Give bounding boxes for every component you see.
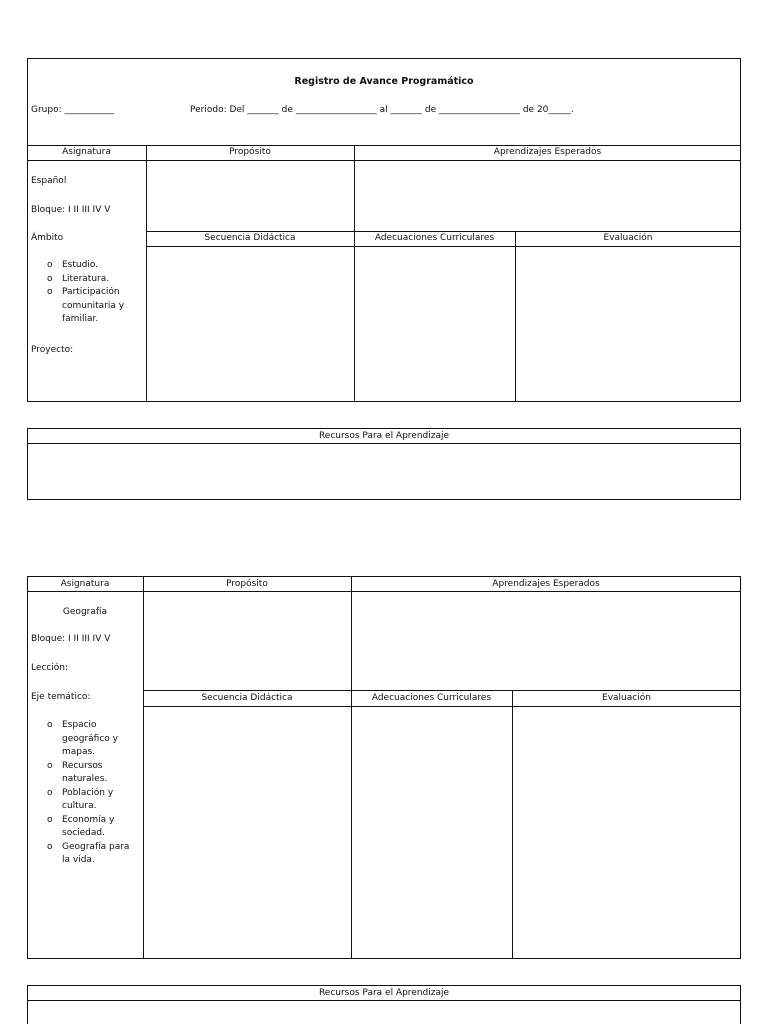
proyecto-label: Proyecto: [31,345,74,355]
grupo-field[interactable]: Grupo: ___________ [31,105,114,115]
list-item: o Estudio. [42,259,140,273]
header-aprendizajes: Aprendizajes Esperados [493,147,602,157]
list-item: o Geografía para la vida. [42,841,138,868]
bloque-label: Bloque: I II III IV V [31,205,111,215]
eje-label: Eje temático: [31,692,91,702]
subject-label: Español [31,176,67,186]
form2-header-bottom-line [27,591,741,592]
leccion-label: Lección: [31,663,69,673]
ambito-list [42,259,140,327]
form1-header-bottom-line [27,160,741,161]
list-item: o Participación comunitaria y familiar. [42,286,140,327]
list-item: o Economía y sociedad. [42,814,138,841]
header-asignatura: Asignatura [62,147,111,157]
header-adecuaciones: Adecuaciones Curriculares [374,233,495,243]
form2-sub-header-bottom-line [143,706,741,707]
form2-col-divider-2 [351,576,352,959]
header-asignatura: Asignatura [60,579,110,589]
header-aprendizajes: Aprendizajes Esperados [492,579,600,589]
form1-col-divider-3 [515,231,516,402]
header-adecuaciones: Adecuaciones Curriculares [371,693,492,703]
header-proposito: Propósito [229,147,271,157]
subject-label: Geografía [62,607,108,617]
page-title: Registro de Avance Programático [294,76,474,87]
header-evaluacion: Evaluación [603,233,653,243]
form1-col-divider-2 [354,145,355,402]
recursos-2-header: Recursos Para el Aprendizaje [318,988,450,998]
recursos-1-header-line [27,443,741,444]
recursos-1-header: Recursos Para el Aprendizaje [318,431,450,441]
form2-col-divider-3 [512,690,513,959]
recursos-2-header-line [27,1000,741,1001]
form2-col-divider-1 [143,576,144,959]
form1-sub-header-bottom-line [146,246,741,247]
list-item: o Literatura. [42,273,140,287]
ambito-label: Ámbito [31,233,64,243]
form1-col-divider-1 [146,145,147,402]
list-item: o Población y cultura. [42,787,138,814]
header-secuencia: Secuencia Didáctica [201,693,293,703]
list-item: o Recursos naturales. [42,760,138,787]
bloque-label: Bloque: I II III IV V [31,634,111,644]
list-item: o Espacio geográfico y mapas. [42,719,138,760]
eje-list [42,719,138,868]
header-evaluacion: Evaluación [602,693,651,703]
header-secuencia: Secuencia Didáctica [204,233,296,243]
header-proposito: Propósito [226,579,268,589]
periodo-field[interactable]: Periodo: Del _______ de __________________ al _______ de __________________ de 20_____. [190,105,574,115]
